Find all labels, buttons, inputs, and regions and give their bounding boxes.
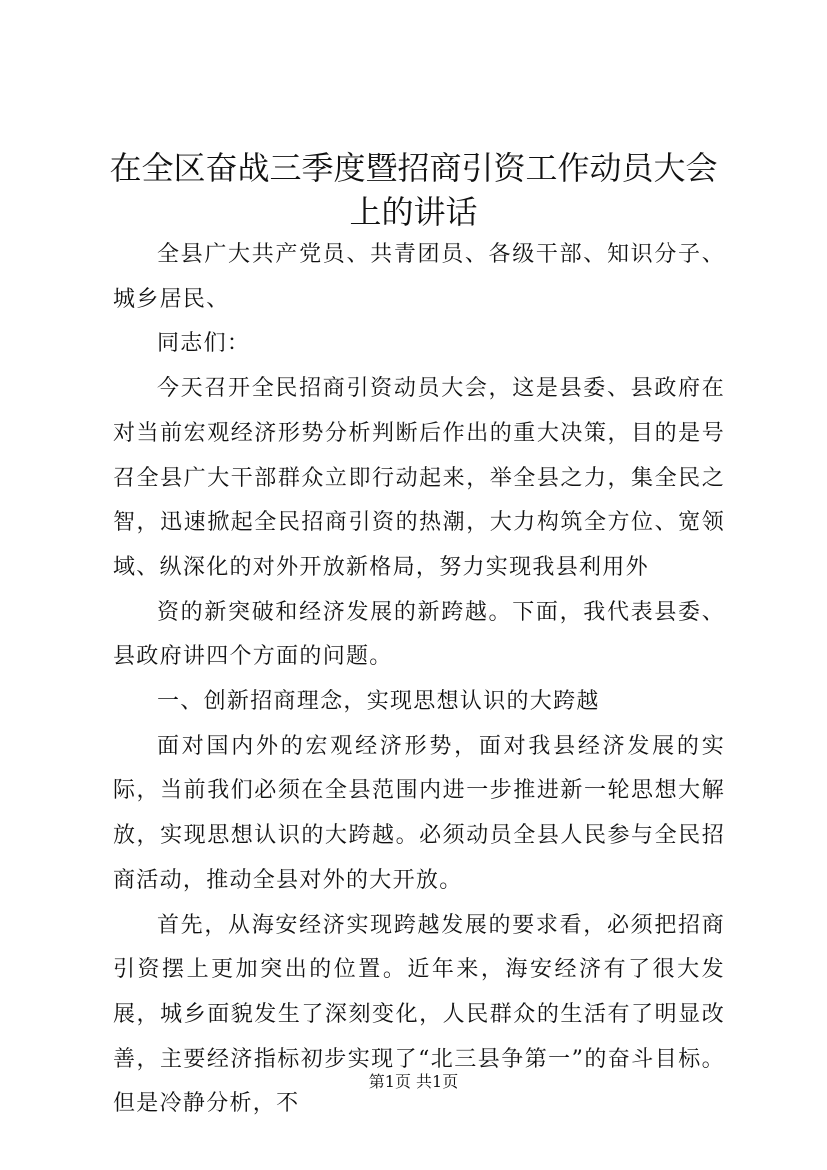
greeting-paragraph: 同志们： (157, 331, 251, 357)
body-paragraph: 面对国内外的宏观经济形势，面对我县经济发展的实际，当前我们必须在全县范围内进一步推进新一轮思想大解放，实现思想认识的大跨越。必须动员全县人民参与全民招商活动，推动全县对外的大开放。 (113, 733, 725, 893)
body-paragraph: 资的新突破和经济发展的新跨越。下面，我代表县委、县政府讲四个方面的问题。 (113, 599, 725, 670)
section-heading: 一、创新招商理念，实现思想认识的大跨越 (157, 689, 600, 715)
body-paragraph: 今天召开全民招商引资动员大会，这是县委、县政府在对当前宏观经济形势分析判断后作出的重大决策，目的是号召全县广大干部群众立即行动起来，举全县之力，集全民之智，迅速掀起全民招商引资的热潮，大力构筑全方位、宽领域、纵深化的对外开放新格局，努力实现我县利用外 (113, 376, 725, 580)
body-paragraph: 首先，从海安经济实现跨越发展的要求看，必须把招商引资摆上更加突出的位置。近年来，海安经济有了很大发展，城乡面貌发生了深刻变化，人民群众的生活有了明显改善，主要经济指标初步实现了“北三县争第一”的奋斗目标。但是冷静分析，不 (113, 912, 725, 1117)
page-number-footer: 第1页 共1页 (368, 1072, 459, 1091)
document-title: 在全区奋战三季度暨招商引资工作动员大会上的讲话 (109, 149, 718, 231)
document-body (113, 233, 725, 1127)
salutation-paragraph: 全县广大共产党员、共青团员、各级干部、知识分子、城乡居民、 (113, 242, 725, 312)
